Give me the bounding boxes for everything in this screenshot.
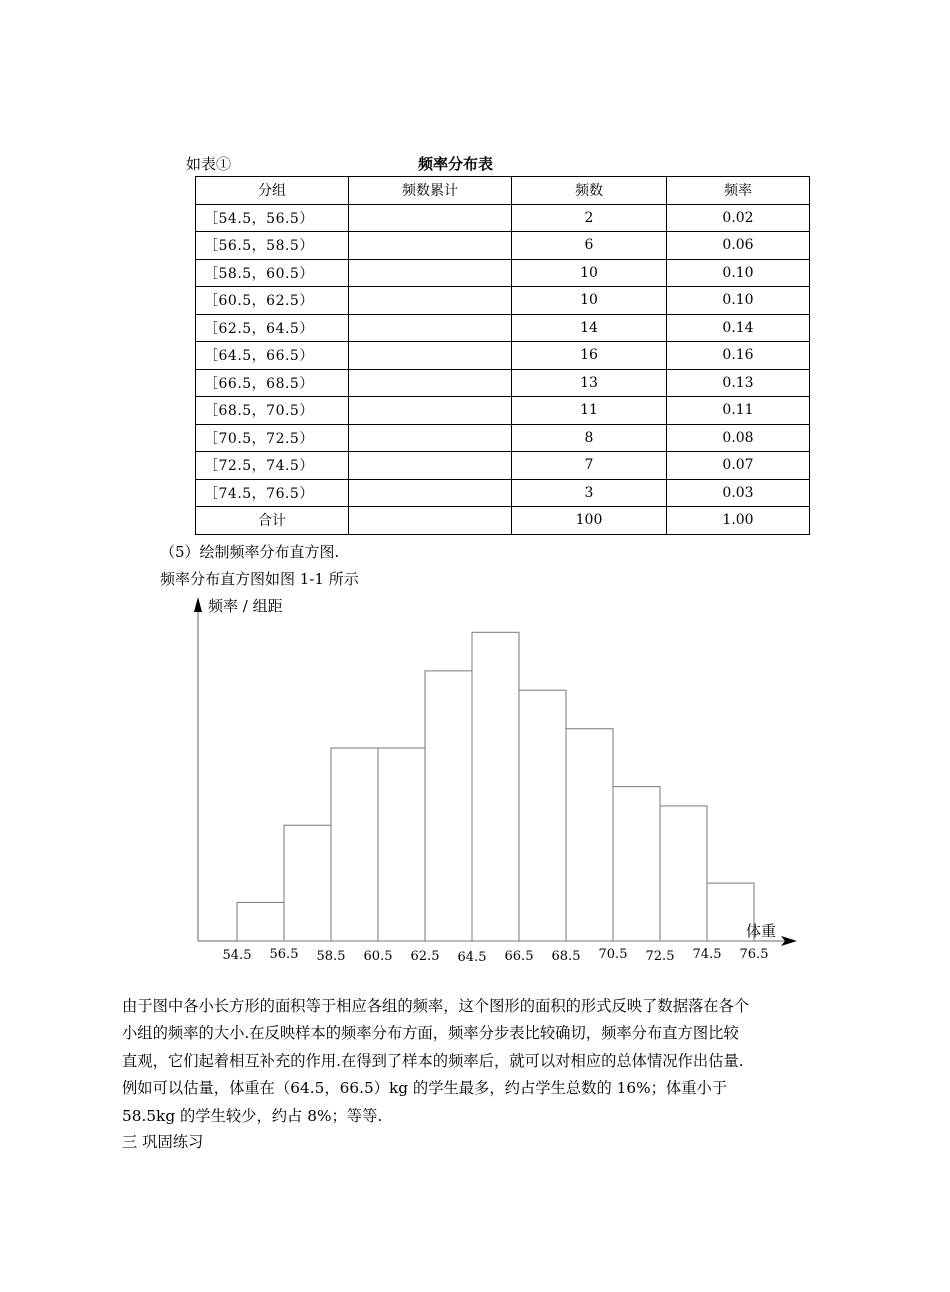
cell-total-frequency: 1.00 [667, 507, 810, 535]
cell-count: 6 [512, 232, 667, 260]
cell-frequency: 0.11 [667, 397, 810, 425]
header-frequency: 频率 [667, 177, 810, 205]
cell-total-label: 合计 [196, 507, 349, 535]
x-tick-label: 70.5 [598, 947, 628, 962]
x-axis-label: 体重 [746, 922, 777, 940]
cell-group: ［56.5，58.5） [196, 232, 349, 260]
paragraph-line: 58.5kg 的学生较少，约占 8%；等等. [122, 1106, 383, 1125]
cell-group: ［60.5，62.5） [196, 287, 349, 315]
histogram-bar [472, 632, 519, 941]
cell-group: ［64.5，66.5） [196, 342, 349, 370]
paragraph-line: 直观，它们起着相互补充的作用.在得到了样本的频率后，就可以对相应的总体情况作出估量. [122, 1051, 744, 1070]
x-tick-label: 66.5 [504, 949, 534, 964]
cell-frequency: 0.13 [667, 369, 810, 397]
histogram-bar [613, 787, 660, 941]
cell-frequency: 0.07 [667, 452, 810, 480]
cell-frequency: 0.10 [667, 287, 810, 315]
histogram-bar [566, 729, 613, 941]
x-tick-label: 68.5 [551, 949, 581, 964]
cell-count: 11 [512, 397, 667, 425]
cell-group: ［58.5，60.5） [196, 259, 349, 287]
cell-group: ［68.5，70.5） [196, 397, 349, 425]
cell-frequency: 0.16 [667, 342, 810, 370]
section-heading: 三 巩固练习 [122, 1133, 204, 1151]
cell-group: ［62.5，64.5） [196, 314, 349, 342]
cell-count: 7 [512, 452, 667, 480]
header-tally: 频数累计 [349, 177, 512, 205]
cell-total-count: 100 [512, 507, 667, 535]
x-tick-label: 62.5 [410, 949, 440, 964]
table-title: 频率分布表 [418, 155, 494, 173]
header-count: 频数 [512, 177, 667, 205]
cell-frequency: 0.08 [667, 424, 810, 452]
histogram-bar [378, 748, 425, 941]
cell-group: ［66.5，68.5） [196, 369, 349, 397]
paragraph-line: 由于图中各小长方形的面积等于相应各组的频率，这个图形的面积的形式反映了数据落在各个 [122, 997, 750, 1015]
paragraph-line: 例如可以估量，体重在（64.5，66.5）kg 的学生最多，约占学生总数的 16%；体重小于 [122, 1079, 728, 1098]
cell-group: ［72.5，74.5） [196, 452, 349, 480]
cell-frequency: 0.06 [667, 232, 810, 260]
x-tick-label: 76.5 [739, 947, 769, 962]
cell-count: 14 [512, 314, 667, 342]
x-tick-label: 54.5 [222, 948, 252, 963]
x-tick-label: 64.5 [457, 950, 487, 965]
table-label: 如表① [186, 155, 232, 173]
step-5-text: （5）绘制频率分布直方图. [160, 543, 340, 561]
cell-group: ［74.5，76.5） [196, 479, 349, 507]
cell-count: 10 [512, 287, 667, 315]
cell-group: ［54.5，56.5） [196, 204, 349, 232]
cell-frequency: 0.02 [667, 204, 810, 232]
x-tick-label: 74.5 [692, 947, 722, 962]
histogram-bar [425, 671, 472, 941]
x-tick-label: 60.5 [363, 949, 393, 964]
cell-count: 8 [512, 424, 667, 452]
header-group: 分组 [196, 177, 349, 205]
cell-count: 13 [512, 369, 667, 397]
histogram-caption: 频率分布直方图如图 1-1 所示 [160, 570, 359, 588]
cell-frequency: 0.03 [667, 479, 810, 507]
cell-group: ［70.5，72.5） [196, 424, 349, 452]
histogram-bar [331, 748, 378, 941]
histogram-bar [284, 825, 331, 941]
histogram-bar [660, 806, 707, 941]
x-tick-label: 58.5 [316, 949, 346, 964]
cell-frequency: 0.14 [667, 314, 810, 342]
y-axis-label: 频率 / 组距 [208, 597, 283, 615]
cell-count: 3 [512, 479, 667, 507]
cell-count: 16 [512, 342, 667, 370]
y-axis-arrow-icon [194, 597, 202, 612]
x-tick-label: 56.5 [269, 947, 299, 962]
cell-count: 10 [512, 259, 667, 287]
histogram-bar [237, 902, 284, 941]
cell-count: 2 [512, 204, 667, 232]
x-tick-label: 72.5 [645, 949, 675, 964]
cell-frequency: 0.10 [667, 259, 810, 287]
paragraph-line: 小组的频率的大小.在反映样本的频率分布方面，频率分步表比较确切，频率分布直方图比较 [122, 1024, 739, 1043]
histogram-bar [519, 690, 566, 941]
explanation-paragraph [122, 993, 832, 1130]
